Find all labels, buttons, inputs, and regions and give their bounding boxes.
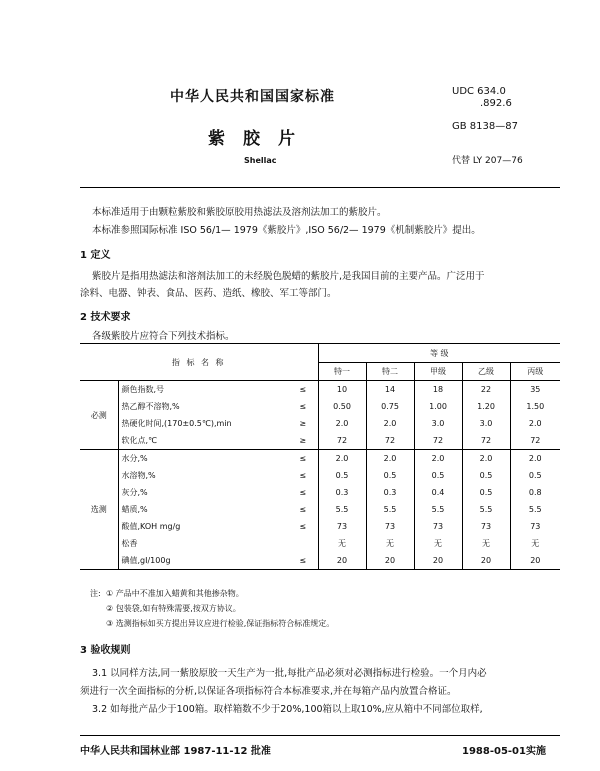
indicator-name: 软化点,℃ xyxy=(118,432,288,450)
english-title: Shellac xyxy=(244,156,277,165)
operator: ≤ xyxy=(288,552,318,570)
indicator-name: 酸值,KOH mg/g xyxy=(118,518,288,535)
value-cell: 0.5 xyxy=(366,467,414,484)
section-1-text-line1: 紫胶片是指用热滤法和溶剂法加工的未经脱色脱蜡的紫胶片,是我国目前的主要产品。广泛用于 xyxy=(92,271,485,282)
header-divider xyxy=(80,187,560,188)
value-cell: 1.00 xyxy=(414,398,462,415)
note-1: ① 产品中不准加入蜡黄和其他掺杂物。 xyxy=(106,589,244,598)
value-cell: 2.0 xyxy=(318,450,366,468)
intro-paragraph-1: 本标准适用于由颗粒紫胶和紫胶原胶用热滤法及溶剂法加工的紫胶片。 xyxy=(92,207,387,218)
value-cell: 72 xyxy=(318,432,366,450)
operator: ≤ xyxy=(299,385,307,394)
value-cell: 0.50 xyxy=(318,398,366,415)
grade-label: 特二 xyxy=(366,363,414,381)
value-cell: 0.3 xyxy=(366,484,414,501)
table-row xyxy=(80,415,560,432)
operator: ≥ xyxy=(288,432,318,450)
operator: ≥ xyxy=(299,419,307,428)
section-1-heading: 1 定义 xyxy=(80,250,111,261)
value-cell: 1.20 xyxy=(462,398,510,415)
value-cell: 5.5 xyxy=(366,501,414,518)
value-cell: 0.75 xyxy=(366,398,414,415)
clause-3-1-line2: 须进行一次全面指标的分析,以保证各项指标符合本标准要求,并在每箱产品内放置合格证。 xyxy=(80,686,457,697)
table-row xyxy=(80,518,560,535)
value-cell: 2.0 xyxy=(366,415,414,432)
section-1-text-line2: 涂料、电器、钟表、食品、医药、造纸、橡胶、军工等部门。 xyxy=(80,288,337,299)
section-3-heading: 3 验收规则 xyxy=(80,645,131,656)
header-indicator-name: 指 标 名 称 xyxy=(80,344,318,381)
value-cell: 0.5 xyxy=(462,484,510,501)
notes-prefix: 注: xyxy=(90,589,101,598)
value-cell: 无 xyxy=(462,535,510,552)
value-cell: 0.3 xyxy=(318,484,366,501)
national-standard-label: 中华人民共和国国家标准 xyxy=(170,89,335,105)
page-title: 紫胶片 xyxy=(208,129,313,149)
value-cell: 20 xyxy=(366,552,414,570)
value-cell: 2.0 xyxy=(462,450,510,468)
value-cell: 73 xyxy=(462,518,510,535)
value-cell: 73 xyxy=(510,518,560,535)
table-row xyxy=(80,381,560,399)
value-cell: 2.0 xyxy=(414,450,462,468)
note-2: ② 包装袋,如有特殊需要,按双方协议。 xyxy=(106,604,241,613)
udc-code-line2: .892.6 xyxy=(480,98,512,109)
section-2-heading: 2 技术要求 xyxy=(80,312,131,323)
value-cell: 无 xyxy=(366,535,414,552)
table-row xyxy=(80,467,560,484)
value-cell: 2.0 xyxy=(510,450,560,468)
table-row xyxy=(80,552,560,570)
value-cell: 0.5 xyxy=(510,467,560,484)
value-cell: 18 xyxy=(414,381,462,399)
value-cell: 无 xyxy=(318,535,366,552)
value-cell: 20 xyxy=(462,552,510,570)
replaces-standard: 代替 LY 207—76 xyxy=(452,156,523,166)
indicator-name: 水分,% xyxy=(118,450,288,468)
udc-code-line1: UDC 634.0 xyxy=(452,86,506,97)
value-cell: 2.0 xyxy=(510,415,560,432)
standard-number: GB 8138—87 xyxy=(452,121,518,132)
operator: ≤ xyxy=(299,505,307,514)
value-cell: 无 xyxy=(414,535,462,552)
indicator-name: 松香 xyxy=(118,535,288,552)
clause-3-2: 3.2 如每批产品少于100箱。取样箱数不少于20%,100箱以上取10%,应从箱中不同部位取样, xyxy=(92,704,483,715)
value-cell: 20 xyxy=(510,552,560,570)
operator: ≤ xyxy=(299,488,307,497)
value-cell: 3.0 xyxy=(462,415,510,432)
approval-info: 中华人民共和国林业部 1987-11-12 批准 xyxy=(80,746,271,757)
grade-label: 特一 xyxy=(318,363,366,381)
operator: ≤ xyxy=(299,402,307,411)
indicator-name: 蜡质,% xyxy=(118,501,288,518)
intro-paragraph-2: 本标准参照国际标准 ISO 56/1— 1979《紫胶片》,ISO 56/2— 1979《机制紫胶片》提出。 xyxy=(92,225,481,236)
value-cell: 0.5 xyxy=(414,467,462,484)
value-cell: 72 xyxy=(414,432,462,450)
indicator-name: 水溶物,% xyxy=(118,467,288,484)
value-cell: 10 xyxy=(318,381,366,399)
value-cell: 无 xyxy=(510,535,560,552)
table-row xyxy=(80,501,560,518)
value-cell: 0.5 xyxy=(462,467,510,484)
value-cell: 73 xyxy=(366,518,414,535)
implementation-date: 1988-05-01实施 xyxy=(462,746,546,757)
table-row xyxy=(80,535,560,552)
grade-label: 丙级 xyxy=(510,363,560,381)
value-cell: 0.5 xyxy=(318,467,366,484)
value-cell: 20 xyxy=(414,552,462,570)
value-cell: 3.0 xyxy=(414,415,462,432)
value-cell: 72 xyxy=(462,432,510,450)
value-cell: 5.5 xyxy=(414,501,462,518)
value-cell: 22 xyxy=(462,381,510,399)
value-cell: 14 xyxy=(366,381,414,399)
group-label: 选测 xyxy=(80,450,118,570)
note-3: ③ 选测指标如买方提出异议应进行检验,保证指标符合标准规定。 xyxy=(106,619,335,628)
value-cell: 1.50 xyxy=(510,398,560,415)
table-row xyxy=(80,484,560,501)
value-cell: 5.5 xyxy=(318,501,366,518)
value-cell: 73 xyxy=(414,518,462,535)
value-cell: 2.0 xyxy=(366,450,414,468)
group-label: 必测 xyxy=(80,381,118,450)
table-row xyxy=(80,398,560,415)
value-cell: 0.8 xyxy=(510,484,560,501)
operator: ≤ xyxy=(299,471,307,480)
header-grade: 等 级 xyxy=(318,344,560,363)
operator: ≤ xyxy=(299,522,307,531)
specification-table xyxy=(80,343,560,570)
indicator-name: 热硬化时间,(170±0.5℃),min xyxy=(118,415,288,432)
value-cell: 20 xyxy=(318,552,366,570)
operator xyxy=(288,535,318,552)
indicator-name: 灰分,% xyxy=(118,484,288,501)
indicator-name: 碘值,gI/100g xyxy=(118,552,288,570)
grade-label: 乙级 xyxy=(462,363,510,381)
value-cell: 72 xyxy=(510,432,560,450)
footer-divider xyxy=(80,735,560,736)
clause-3-1-line1: 3.1 以同样方法,同一紫胶原胶一天生产为一批,每批产品必须对必测指标进行检验。一个月内必 xyxy=(92,668,487,679)
grade-label: 甲级 xyxy=(414,363,462,381)
operator: ≤ xyxy=(299,454,307,463)
value-cell: 0.4 xyxy=(414,484,462,501)
section-2-intro: 各级紫胶片应符合下列技术指标。 xyxy=(92,331,235,342)
value-cell: 5.5 xyxy=(462,501,510,518)
indicator-name: 颜色指数,号 xyxy=(118,381,288,399)
table-row xyxy=(80,450,560,468)
value-cell: 35 xyxy=(510,381,560,399)
value-cell: 5.5 xyxy=(510,501,560,518)
value-cell: 2.0 xyxy=(318,415,366,432)
table-row xyxy=(80,432,560,450)
value-cell: 72 xyxy=(366,432,414,450)
value-cell: 73 xyxy=(318,518,366,535)
indicator-name: 热乙醇不溶物,% xyxy=(118,398,288,415)
